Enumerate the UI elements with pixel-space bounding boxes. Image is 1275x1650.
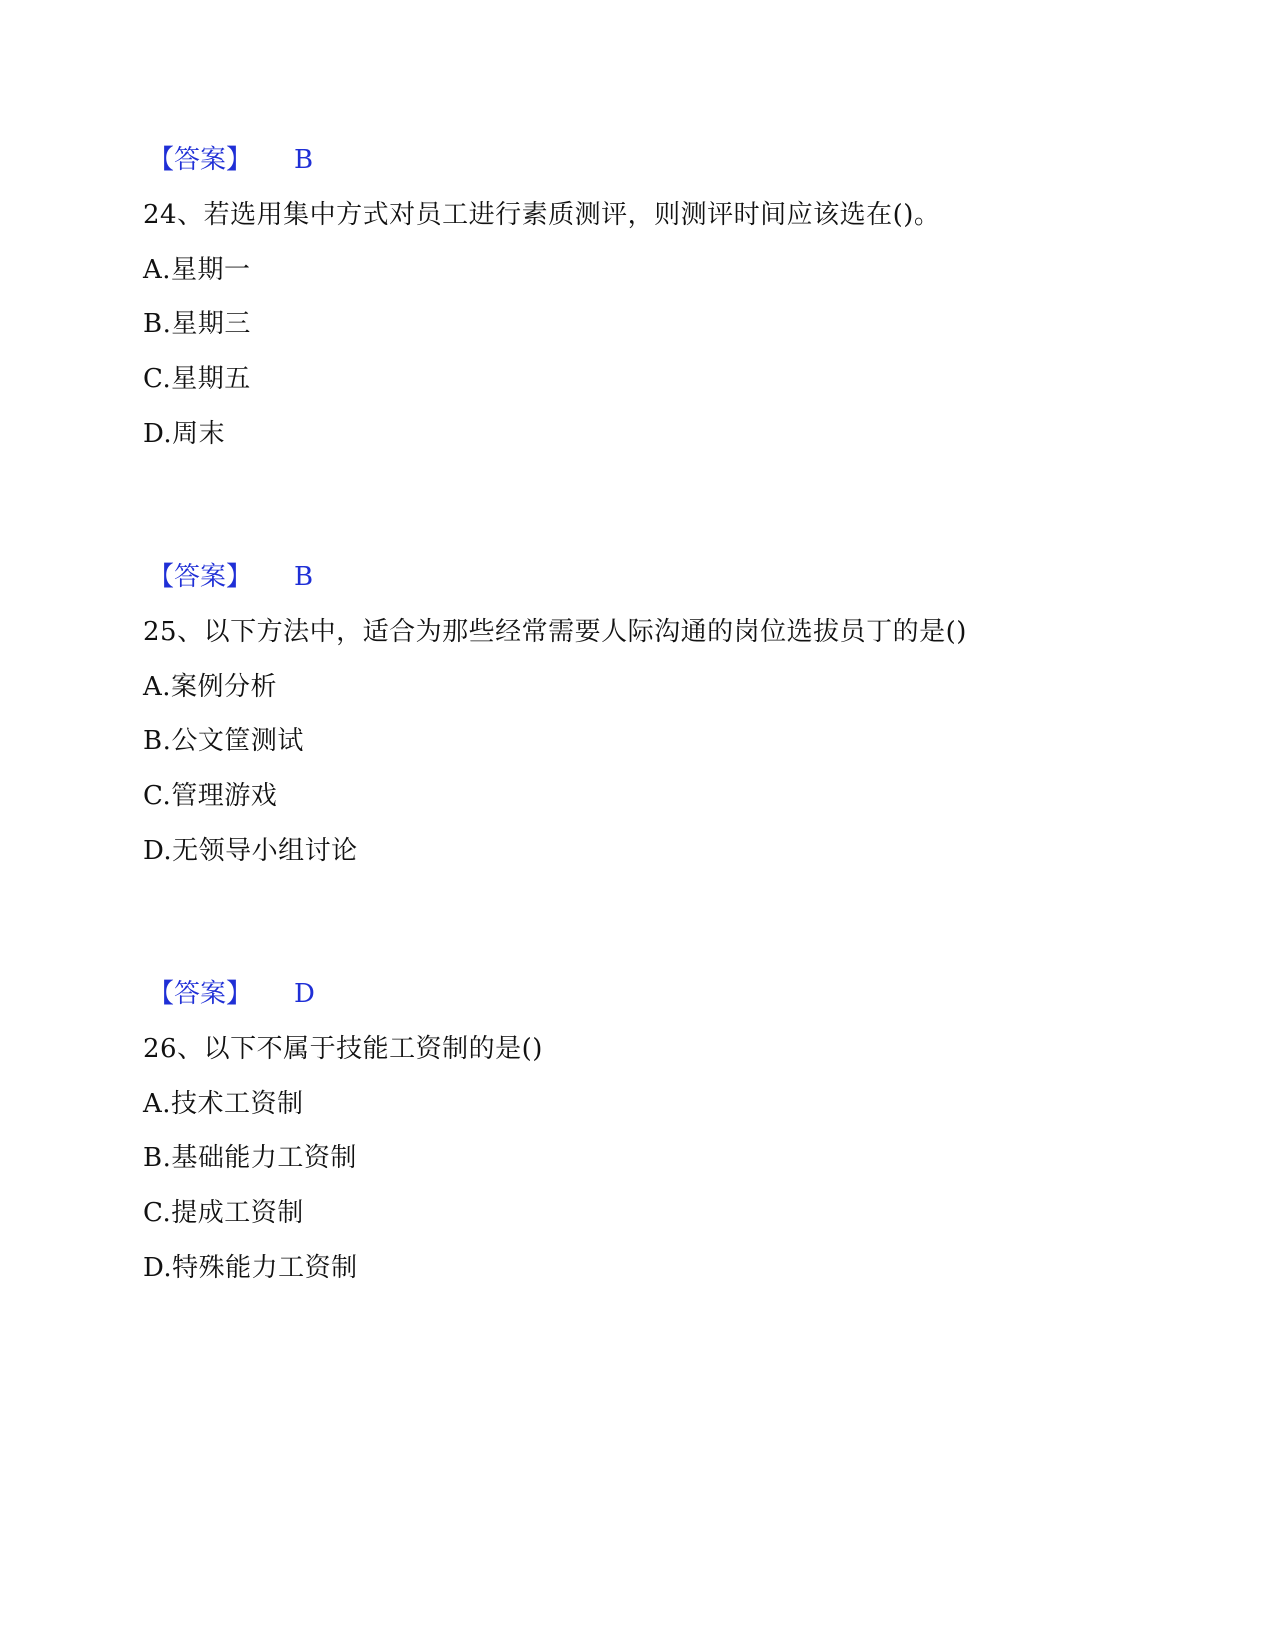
question-text: 24、若选用集中方式对员工进行素质测评，则测评时间应该选在()。 xyxy=(143,200,941,230)
option-c: C.管理游戏 xyxy=(143,781,278,811)
option-b: B.公文筐测试 xyxy=(143,726,304,756)
answer-label: 【答案】 xyxy=(148,562,253,592)
answer-label: 【答案】 xyxy=(148,145,253,175)
answer-line xyxy=(148,143,314,177)
option-a: A.技术工资制 xyxy=(143,1089,304,1119)
option-a: A.案例分析 xyxy=(143,672,278,702)
option-d: D.无领导小组讨论 xyxy=(143,836,358,866)
answer-line xyxy=(148,560,314,594)
answer-line xyxy=(148,977,315,1011)
option-a: A.星期一 xyxy=(143,255,251,285)
option-d: D.特殊能力工资制 xyxy=(143,1253,358,1283)
option-b: B.星期三 xyxy=(143,309,251,339)
option-c: C.提成工资制 xyxy=(143,1198,304,1228)
answer-value: B xyxy=(294,562,314,592)
option-d: D.周末 xyxy=(143,419,226,449)
question-text: 26、以下不属于技能工资制的是() xyxy=(143,1034,543,1064)
option-c: C.星期五 xyxy=(143,364,251,394)
option-b: B.基础能力工资制 xyxy=(143,1143,357,1173)
answer-label: 【答案】 xyxy=(148,979,253,1009)
question-text: 25、以下方法中，适合为那些经常需要人际沟通的岗位选拔员丁的是() xyxy=(143,617,967,647)
answer-value: B xyxy=(294,145,314,175)
answer-value: D xyxy=(294,979,315,1009)
